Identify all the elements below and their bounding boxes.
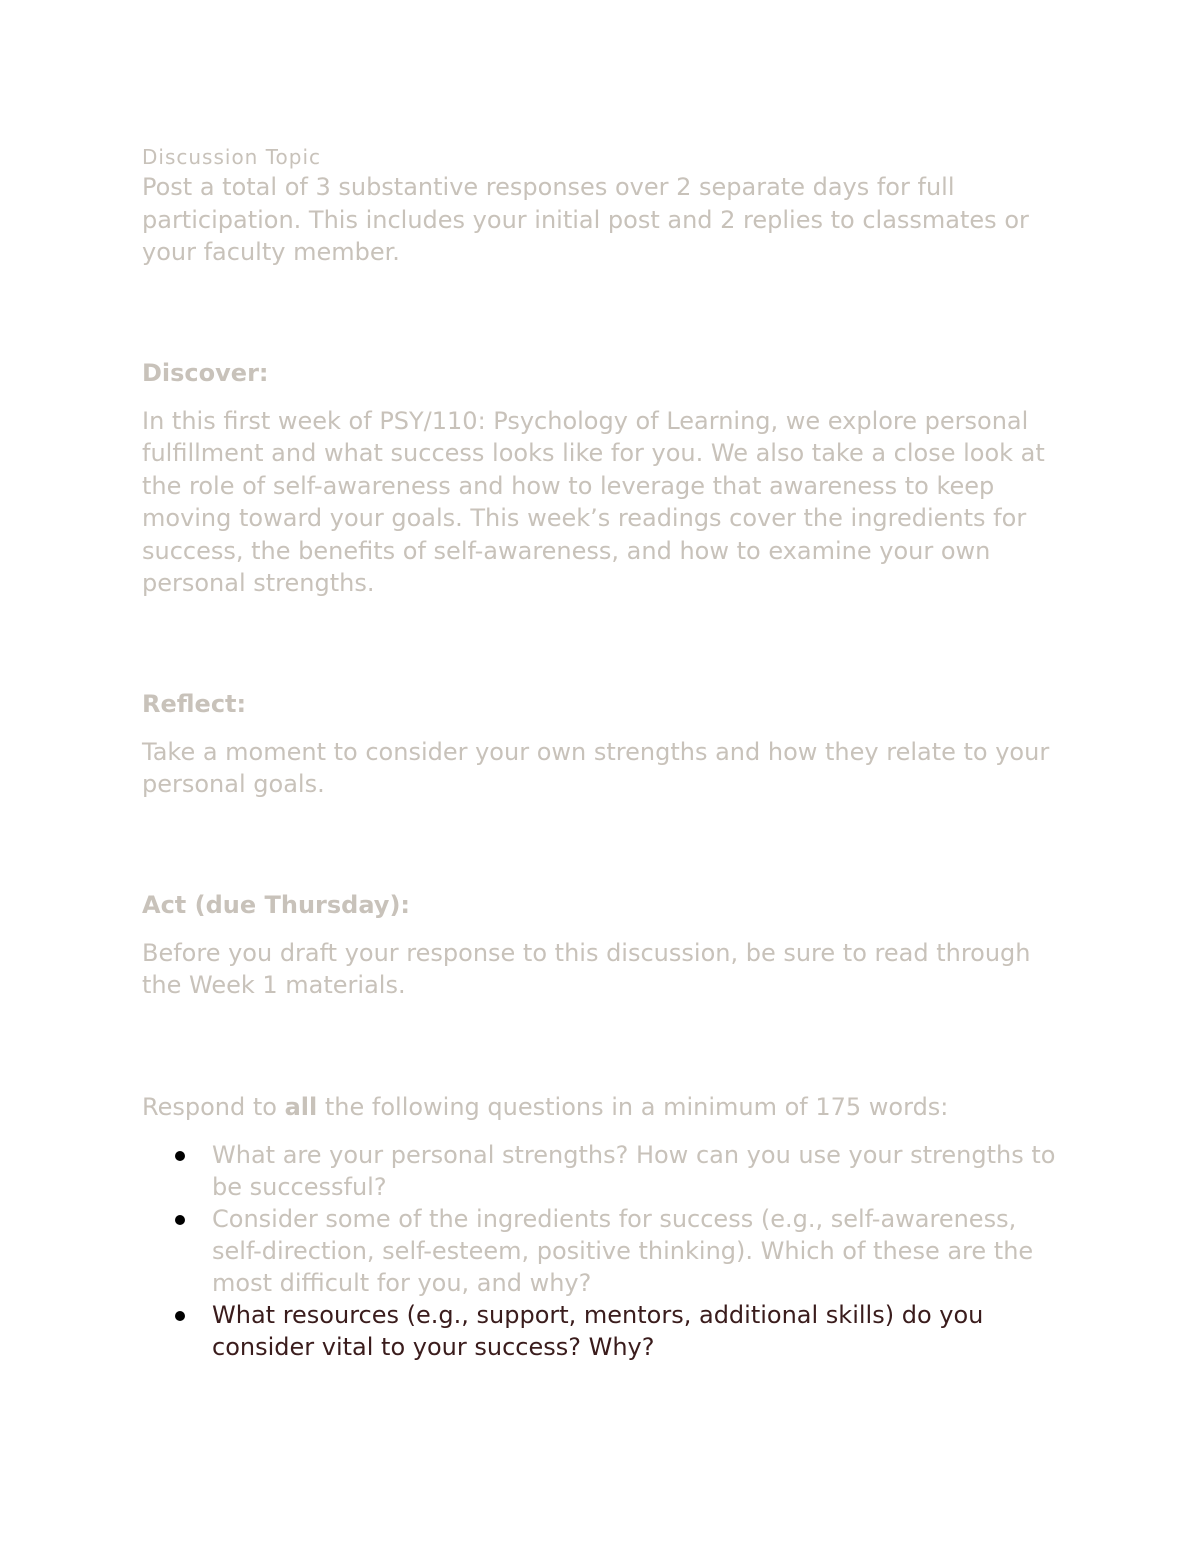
reflect-body: Take a moment to consider your own strengths and how they relate to your personal goals. [142,737,1050,798]
question-item-2 [142,1203,1072,1299]
act-heading: Act (due Thursday): [142,890,411,919]
question-item-1 [142,1139,1072,1203]
reflect-heading: Reflect: [142,689,247,718]
discover-heading: Discover: [142,358,269,387]
topic-label: Discussion Topic [142,145,322,169]
question-text-1: What are your personal strengths? How can you use your strengths to be successful? [212,1141,1056,1201]
bullet-icon [175,1151,185,1161]
document-page [142,143,1072,1363]
bullet-icon [175,1311,185,1321]
respond-bold-all: all [284,1092,318,1121]
question-text-3: What resources (e.g., support, mentors, additional skills) do you consider vital to your success? Why? [212,1301,984,1361]
discover-body: In this first week of PSY/110: Psychology of Learning, we explore personal fulfillment and what success looks like for you. We also take a close look at the role of self-awareness and how to leverage that awareness to keep moving toward your goals. This week’s readings cover the ingredients for success, the benefits of self-awareness, and how to examine your own personal strengths. [142,406,1045,597]
respond-suffix: the following questions in a minimum of 175 words: [317,1092,949,1121]
intro-paragraph: Post a total of 3 substantive responses over 2 separate days for full participation. This includes your initial post and 2 replies to classmates or your faculty member. [142,173,1029,266]
question-item-3 [142,1299,1072,1363]
bullet-icon [175,1215,185,1225]
questions-list [142,1139,1072,1363]
question-text-2: Consider some of the ingredients for success (e.g., self-awareness, self-direction, self-esteem, positive thinking). Which of these are the most difficult for you, and why? [212,1205,1034,1297]
act-body: Before you draft your response to this discussion, be sure to read through the Week 1 materials. [142,938,1031,999]
respond-prefix: Respond to [142,1092,285,1121]
respond-instruction [142,1091,1072,1124]
